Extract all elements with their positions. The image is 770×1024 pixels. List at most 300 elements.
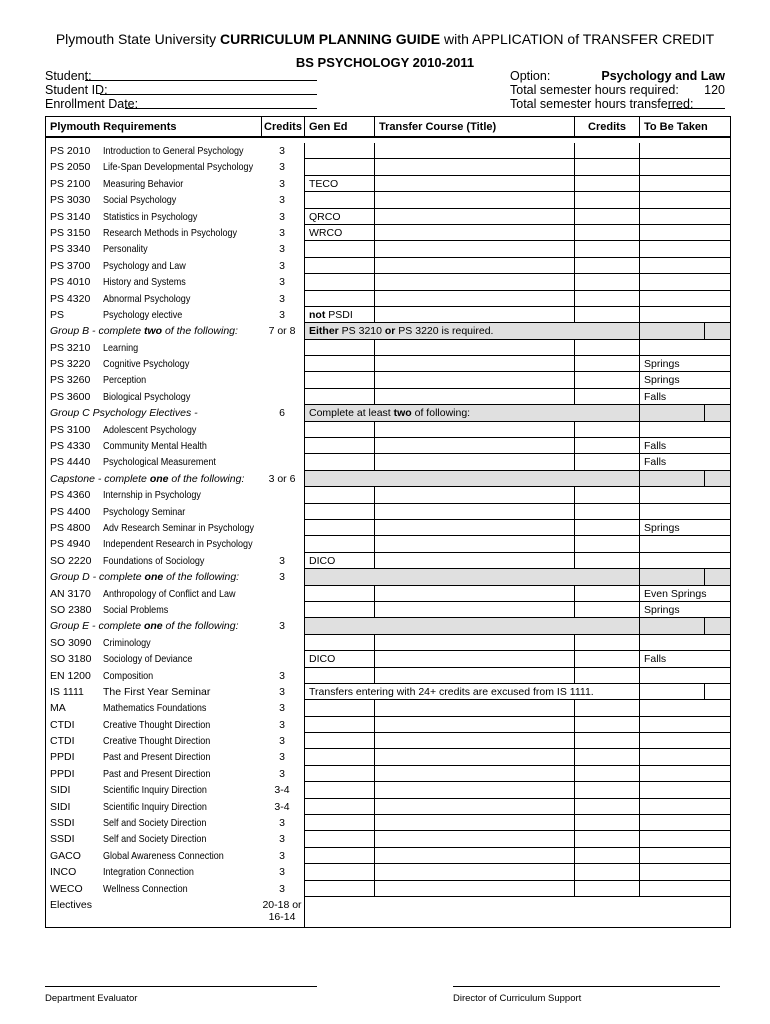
course-title: Perception: [103, 374, 147, 387]
to-be-taken-cell: [640, 717, 730, 733]
transfer-course-cell[interactable]: [375, 258, 575, 274]
transfer-credits-cell[interactable]: [575, 356, 640, 372]
course-code: SIDI: [50, 800, 71, 813]
gen-ed-cell: DICO: [305, 553, 375, 569]
requirements-table: [45, 116, 731, 928]
credits-cell: [260, 520, 305, 536]
program-subtitle: BS PSYCHOLOGY 2010-2011: [295, 55, 475, 70]
hours-transferred-field[interactable]: [668, 108, 725, 109]
course-title: Statistics in Psychology: [103, 210, 198, 223]
course-code: SSDI: [50, 833, 75, 846]
to-be-taken-cell: [640, 274, 730, 290]
enrollment-date-field[interactable]: [125, 108, 317, 109]
transfer-credits-cell[interactable]: [575, 340, 640, 356]
table-row: [45, 520, 731, 536]
gen-ed-cell: [305, 389, 375, 405]
table-row: [45, 831, 731, 847]
electives-credits: 20-18 or 16-14: [260, 897, 305, 927]
table-row: [45, 487, 731, 503]
col-transfer-course: Transfer Course (Title): [375, 117, 575, 136]
transfer-course-cell[interactable]: [375, 159, 575, 175]
to-be-taken-cell: [640, 815, 730, 831]
course-code: PS 4360: [50, 489, 91, 502]
table-row: [45, 143, 731, 159]
transfer-course-cell[interactable]: [375, 389, 575, 405]
course-code: PS 4440: [50, 456, 91, 469]
transfer-course-cell[interactable]: [375, 700, 575, 716]
course-title: Global Awareness Connection: [103, 849, 224, 862]
transfer-credits-cell[interactable]: [575, 438, 640, 454]
transfer-credits-cell[interactable]: [575, 766, 640, 782]
credits-cell: 3: [260, 291, 305, 307]
course-code: SSDI: [50, 817, 75, 830]
to-be-taken-cell: [640, 241, 730, 257]
option-label: Option:: [510, 69, 551, 83]
course-title: Creative Thought Direction: [103, 735, 211, 748]
table-row: [45, 356, 731, 372]
gen-ed-cell: [305, 766, 375, 782]
transfer-credits-cell[interactable]: [575, 454, 640, 470]
transfer-course-cell[interactable]: [375, 340, 575, 356]
gen-ed-cell: [305, 733, 375, 749]
course-title: Adv Research Seminar in Psychology: [103, 521, 255, 534]
table-row: [45, 422, 731, 438]
course-code: PS 3210: [50, 341, 91, 354]
to-be-taken-cell: [640, 225, 730, 241]
transfer-course-cell[interactable]: [375, 291, 575, 307]
transfer-credits-cell[interactable]: [575, 733, 640, 749]
credits-cell: 3: [260, 848, 305, 864]
table-row: [45, 897, 731, 928]
hours-required-label: Total semester hours required:: [510, 83, 679, 97]
col-transfer-credits: Credits: [575, 117, 640, 136]
course-code: PPDI: [50, 767, 75, 780]
transfer-course-cell[interactable]: [375, 176, 575, 192]
group-label: Group D - complete one of the following:: [50, 571, 240, 584]
transfer-course-cell[interactable]: [375, 225, 575, 241]
to-be-taken-cell: [640, 635, 730, 651]
to-be-taken-cell: Springs: [640, 372, 730, 388]
table-row: [45, 323, 731, 339]
to-be-taken-cell: [640, 422, 730, 438]
course-code: PS 4320: [50, 292, 91, 305]
student-field[interactable]: [85, 80, 317, 81]
table-row: [45, 241, 731, 257]
group-note: [305, 618, 640, 634]
course-title: Social Psychology: [103, 194, 177, 207]
transfer-credits-cell[interactable]: [575, 422, 640, 438]
gen-ed-cell: [305, 749, 375, 765]
transfer-course-cell[interactable]: [375, 192, 575, 208]
group-label: Group E - complete one of the following:: [50, 620, 239, 633]
course-title: Biological Psychology: [103, 390, 191, 403]
gen-ed-cell: [305, 782, 375, 798]
table-row: [45, 372, 731, 388]
gen-ed-cell: [305, 422, 375, 438]
course-title: Learning: [103, 341, 139, 354]
transfer-credits-cell[interactable]: [575, 717, 640, 733]
transfer-course-cell[interactable]: [375, 536, 575, 552]
transfer-course-cell[interactable]: [375, 668, 575, 684]
gen-ed-cell: [305, 504, 375, 520]
transfer-credits-cell[interactable]: [575, 143, 640, 159]
course-code: PS 3260: [50, 374, 91, 387]
table-row: [45, 307, 731, 323]
course-code: PS 4330: [50, 440, 91, 453]
table-row: [45, 504, 731, 520]
transfer-credits-cell[interactable]: [575, 848, 640, 864]
table-row: [45, 192, 731, 208]
to-be-taken-cell: [640, 159, 730, 175]
group-note: Complete at least two of following:: [305, 405, 640, 421]
group-label: Group C Psychology Electives -: [50, 407, 198, 420]
gen-ed-cell: [305, 438, 375, 454]
credits-cell: 3: [260, 159, 305, 175]
gen-ed-cell: [305, 258, 375, 274]
gen-ed-cell: [305, 372, 375, 388]
course-title: Independent Research in Psychology: [103, 538, 253, 551]
transfer-course-cell[interactable]: [375, 733, 575, 749]
transfer-credits-cell[interactable]: [575, 651, 640, 667]
to-be-taken-cell: [640, 143, 730, 159]
to-be-taken-cell: [640, 192, 730, 208]
credits-cell: 3: [260, 864, 305, 880]
transfer-credits-cell[interactable]: [575, 782, 640, 798]
course-title: Creative Thought Direction: [103, 718, 211, 731]
table-row: [45, 618, 731, 634]
course-title: Criminology: [103, 636, 151, 649]
transfer-credits-cell[interactable]: [575, 504, 640, 520]
course-title: Wellness Connection: [103, 882, 188, 895]
transfer-credits-cell[interactable]: [575, 258, 640, 274]
course-code: PS 3100: [50, 423, 91, 436]
table-row: [45, 651, 731, 667]
course-code: PS 3220: [50, 358, 91, 371]
gen-ed-cell: [305, 602, 375, 618]
transfer-credits-cell[interactable]: [575, 881, 640, 897]
gen-ed-cell: WRCO: [305, 225, 375, 241]
transfer-course-cell[interactable]: [375, 602, 575, 618]
to-be-taken-cell: [640, 782, 730, 798]
credits-cell: 3: [260, 274, 305, 290]
credits-cell: 3-4: [260, 799, 305, 815]
course-code: PS 2010: [50, 145, 91, 157]
credits-cell: 3 or 6: [260, 471, 305, 487]
course-code: IS 1111: [50, 685, 84, 698]
course-code: PPDI: [50, 751, 75, 764]
course-title: Psychology elective: [103, 308, 183, 321]
credits-cell: 3: [260, 143, 305, 159]
group-note: [305, 471, 640, 487]
table-row: [45, 536, 731, 552]
to-be-taken-cell: [640, 700, 730, 716]
transfer-credits-cell[interactable]: [575, 815, 640, 831]
table-row: [45, 340, 731, 356]
credits-cell: [260, 487, 305, 503]
credits-cell: 3-4: [260, 782, 305, 798]
to-be-taken-cell: [640, 258, 730, 274]
group-note: [305, 569, 640, 585]
transfer-course-cell[interactable]: [375, 848, 575, 864]
credits-cell: 3: [260, 668, 305, 684]
gen-ed-cell: [305, 815, 375, 831]
credits-cell: 3: [260, 569, 305, 585]
transfer-credits-cell[interactable]: [575, 192, 640, 208]
credits-cell: 3: [260, 241, 305, 257]
transfer-course-cell[interactable]: [375, 520, 575, 536]
credits-cell: [260, 536, 305, 552]
transfer-course-cell[interactable]: [375, 799, 575, 815]
to-be-taken-cell: [640, 176, 730, 192]
course-title: Mathematics Foundations: [103, 702, 207, 715]
course-code: WECO: [50, 882, 83, 895]
table-row: [45, 717, 731, 733]
gen-ed-cell: [305, 143, 375, 159]
to-be-taken-cell: [640, 864, 730, 880]
course-title: Adolescent Psychology: [103, 423, 197, 436]
table-row: [45, 159, 731, 175]
course-title: The First Year Seminar: [103, 685, 211, 698]
table-row: [45, 815, 731, 831]
transfer-course-cell[interactable]: [375, 651, 575, 667]
to-be-taken-cell: [640, 668, 730, 684]
transfer-credits-cell[interactable]: [575, 241, 640, 257]
gen-ed-cell: [305, 848, 375, 864]
to-be-taken-cell: Even Springs: [640, 586, 730, 602]
credits-cell: [260, 356, 305, 372]
transfer-credits-cell[interactable]: [575, 635, 640, 651]
transfer-credits-cell[interactable]: [575, 586, 640, 602]
transfer-credits-cell[interactable]: [575, 799, 640, 815]
course-title: Psychology and Law: [103, 259, 186, 272]
transfer-credits-cell[interactable]: [575, 291, 640, 307]
transfer-course-cell[interactable]: [375, 586, 575, 602]
table-row: [45, 176, 731, 192]
director-label: Director of Curriculum Support: [453, 993, 582, 1004]
credits-cell: [260, 389, 305, 405]
transfer-course-cell[interactable]: [375, 487, 575, 503]
credits-cell: 3: [260, 881, 305, 897]
credits-cell: 3: [260, 209, 305, 225]
credits-cell: [260, 635, 305, 651]
option-value: Psychology and Law: [601, 69, 725, 83]
course-code: PS 2100: [50, 177, 91, 190]
gen-ed-cell: [305, 668, 375, 684]
course-title: History and Systems: [103, 276, 186, 289]
gen-ed-cell: [305, 454, 375, 470]
gen-ed-cell: [305, 356, 375, 372]
transfer-course-cell[interactable]: [375, 356, 575, 372]
transfer-course-cell[interactable]: [375, 422, 575, 438]
transfer-course-cell[interactable]: [375, 635, 575, 651]
transfer-course-cell[interactable]: [375, 815, 575, 831]
transfer-course-cell[interactable]: [375, 372, 575, 388]
to-be-taken-cell: [640, 799, 730, 815]
course-title: Community Mental Health: [103, 440, 207, 453]
credits-cell: [260, 422, 305, 438]
transfer-credits-cell[interactable]: [575, 668, 640, 684]
transfer-credits-cell[interactable]: [575, 274, 640, 290]
credits-cell: [260, 372, 305, 388]
transfer-course-cell[interactable]: [375, 454, 575, 470]
transfer-credits-cell[interactable]: [575, 749, 640, 765]
table-row: [45, 569, 731, 585]
to-be-taken-cell: [640, 553, 730, 569]
course-title: Social Problems: [103, 603, 169, 616]
group-note: Either PS 3210 or PS 3220 is required.: [305, 323, 640, 339]
transfer-course-cell[interactable]: [375, 864, 575, 880]
gen-ed-cell: [305, 799, 375, 815]
table-row: [45, 766, 731, 782]
to-be-taken-cell: [640, 291, 730, 307]
transfer-credits-cell[interactable]: [575, 209, 640, 225]
transfer-credits-cell[interactable]: [575, 487, 640, 503]
transfer-course-cell[interactable]: [375, 209, 575, 225]
to-be-taken-cell: [640, 209, 730, 225]
credits-cell: 7 or 8: [260, 323, 305, 339]
transfer-credits-cell[interactable]: [575, 159, 640, 175]
to-be-taken-cell: Springs: [640, 602, 730, 618]
to-be-taken-cell: [640, 831, 730, 847]
table-row: [45, 864, 731, 880]
course-title: Past and Present Direction: [103, 751, 211, 764]
course-title: Past and Present Direction: [103, 767, 211, 780]
table-row: [45, 438, 731, 454]
table-row: [45, 668, 731, 684]
course-title: Life-Span Developmental Psychology: [103, 161, 254, 174]
to-be-taken-cell: [640, 487, 730, 503]
table-row: [45, 799, 731, 815]
credits-cell: 6: [260, 405, 305, 421]
course-code: AN 3170: [50, 587, 91, 600]
to-be-taken-cell: [640, 766, 730, 782]
transfer-credits-cell[interactable]: [575, 372, 640, 388]
course-title: Personality: [103, 243, 148, 256]
credits-cell: 3: [260, 749, 305, 765]
credits-cell: 3: [260, 831, 305, 847]
transfer-credits-cell[interactable]: [575, 700, 640, 716]
table-row: [45, 454, 731, 470]
credits-cell: 3: [260, 684, 305, 700]
transfer-course-cell[interactable]: [375, 307, 575, 323]
course-title: Self and Society Direction: [103, 833, 207, 846]
table-row: [45, 225, 731, 241]
credits-cell: 3: [260, 618, 305, 634]
course-title: Research Methods in Psychology: [103, 226, 238, 239]
gen-ed-cell: [305, 717, 375, 733]
to-be-taken-cell: [640, 749, 730, 765]
electives-label: Electives: [50, 898, 93, 911]
to-be-taken-cell: Springs: [640, 520, 730, 536]
hours-required-value: 120: [704, 83, 725, 97]
credits-cell: 3: [260, 815, 305, 831]
table-row: [45, 586, 731, 602]
transfer-course-cell[interactable]: [375, 438, 575, 454]
transfer-credits-cell[interactable]: [575, 536, 640, 552]
student-id-label: Student ID:: [45, 83, 108, 97]
gen-ed-cell: [305, 881, 375, 897]
course-title: Measuring Behavior: [103, 177, 184, 190]
department-evaluator-label: Department Evaluator: [45, 993, 138, 1004]
course-code: PS: [50, 308, 65, 321]
course-code: PS 3600: [50, 390, 91, 403]
credits-cell: [260, 438, 305, 454]
transfer-credits-cell[interactable]: [575, 389, 640, 405]
course-code: PS 4010: [50, 276, 91, 289]
to-be-taken-cell: Falls: [640, 438, 730, 454]
credits-cell: [260, 651, 305, 667]
transfer-course-cell[interactable]: [375, 881, 575, 897]
gen-ed-cell: [305, 831, 375, 847]
course-code: INCO: [50, 866, 77, 879]
credits-cell: 3: [260, 700, 305, 716]
to-be-taken-cell: Falls: [640, 651, 730, 667]
transfer-credits-cell[interactable]: [575, 864, 640, 880]
credits-cell: 3: [260, 176, 305, 192]
gen-ed-cell: QRCO: [305, 209, 375, 225]
transfer-credits-cell[interactable]: [575, 307, 640, 323]
transfer-course-cell[interactable]: [375, 143, 575, 159]
table-row: [45, 684, 731, 700]
transfer-course-cell[interactable]: [375, 553, 575, 569]
course-title: Integration Connection: [103, 866, 194, 879]
course-title: Abnormal Psychology: [103, 292, 191, 305]
transfer-credits-cell[interactable]: [575, 831, 640, 847]
gen-ed-cell: [305, 274, 375, 290]
gen-ed-cell: [305, 340, 375, 356]
to-be-taken-cell: [640, 307, 730, 323]
course-code: SO 3090: [50, 636, 92, 649]
to-be-taken-cell: Springs: [640, 356, 730, 372]
transfer-course-cell[interactable]: [375, 831, 575, 847]
group-label: Group B - complete two of the following:: [50, 325, 238, 338]
table-row: [45, 635, 731, 651]
table-row: [45, 881, 731, 897]
credits-cell: 3: [260, 225, 305, 241]
transfer-credits-cell[interactable]: [575, 176, 640, 192]
gen-ed-cell: not PSDI: [305, 307, 375, 323]
transfer-credits-cell[interactable]: [575, 520, 640, 536]
course-title: Sociology of Deviance: [103, 653, 193, 666]
credits-cell: [260, 586, 305, 602]
credits-cell: 3: [260, 258, 305, 274]
credits-cell: 3: [260, 733, 305, 749]
course-code: PS 4940: [50, 538, 91, 551]
table-row: [45, 389, 731, 405]
transfer-course-cell[interactable]: [375, 274, 575, 290]
transfer-course-cell[interactable]: [375, 749, 575, 765]
course-title: Composition: [103, 669, 154, 682]
table-row: [45, 602, 731, 618]
gen-ed-cell: [305, 700, 375, 716]
student-id-field[interactable]: [100, 94, 317, 95]
gen-ed-cell: TECO: [305, 176, 375, 192]
table-row: [45, 291, 731, 307]
transfer-credits-cell[interactable]: [575, 602, 640, 618]
gen-ed-cell: [305, 864, 375, 880]
col-to-be-taken: To Be Taken: [644, 120, 708, 133]
to-be-taken-cell: [640, 733, 730, 749]
transfer-course-cell[interactable]: [375, 766, 575, 782]
transfer-course-cell[interactable]: [375, 241, 575, 257]
course-code: PS 3700: [50, 259, 91, 272]
transfer-course-cell[interactable]: [375, 717, 575, 733]
transfer-course-cell[interactable]: [375, 504, 575, 520]
transfer-course-cell[interactable]: [375, 782, 575, 798]
course-code: SIDI: [50, 784, 71, 797]
transfer-credits-cell[interactable]: [575, 225, 640, 241]
transfer-credits-cell[interactable]: [575, 553, 640, 569]
